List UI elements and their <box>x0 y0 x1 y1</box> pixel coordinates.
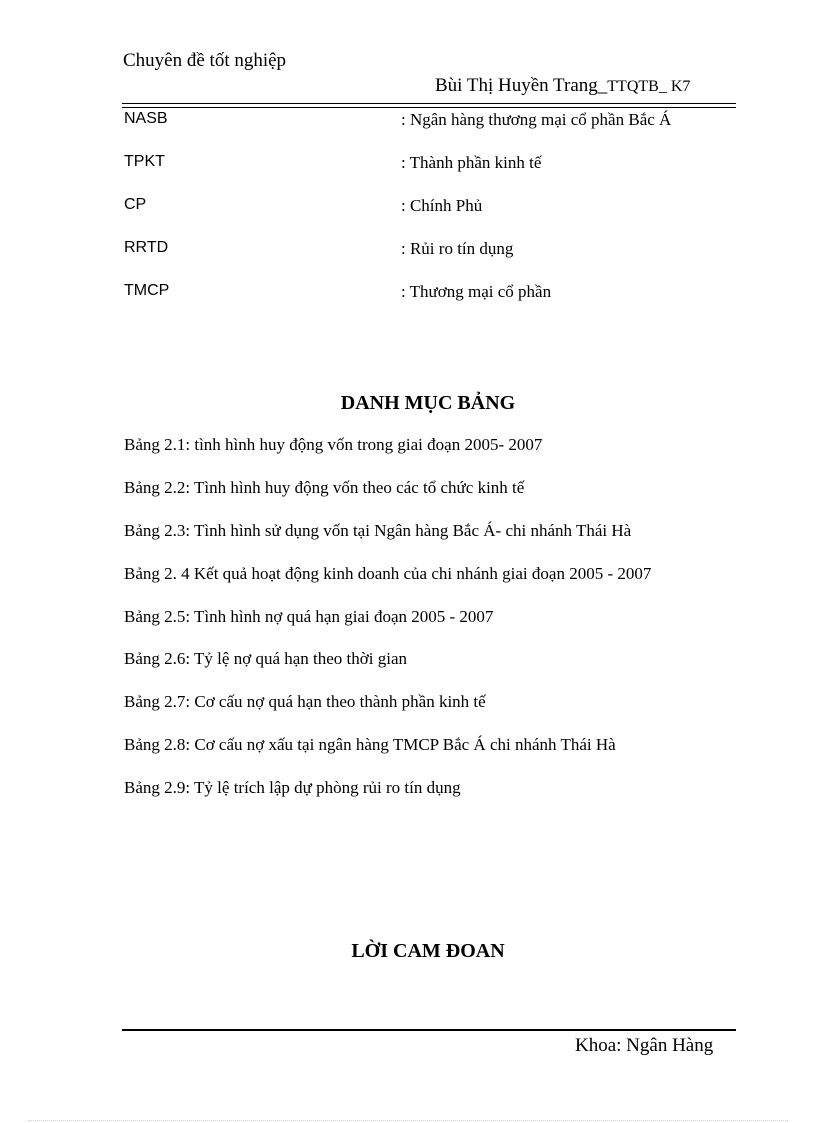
table-list-item: Bảng 2.5: Tình hình nợ quá hạn giai đoạn 2005 - 2007 <box>124 607 494 626</box>
table-list-item: Bảng 2.2: Tình hình huy động vốn theo các tổ chức kinh tế <box>124 478 525 497</box>
abbreviation-meaning: : Thành phần kinh tế <box>401 153 542 172</box>
table-list-item: Bảng 2.1: tình hình huy động vốn trong giai đoạn 2005- 2007 <box>124 435 543 454</box>
abbreviation-row <box>124 239 724 261</box>
header-left-title: Chuyên đề tốt nghiệp <box>123 50 287 71</box>
author-class: TTQTB_ K7 <box>607 78 691 95</box>
abbreviation-row <box>124 282 724 304</box>
table-list-item: Bảng 2. 4 Kết quả hoạt động kinh doanh của chi nhánh giai đoạn 2005 - 2007 <box>124 564 652 583</box>
abbreviation-code: CP <box>124 196 147 213</box>
header-double-rule <box>122 103 736 108</box>
footer-department: Khoa: Ngân Hàng <box>575 1035 714 1056</box>
table-list-item: Bảng 2.3: Tình hình sử dụng vốn tại Ngân hàng Bắc Á- chi nhánh Thái Hà <box>124 521 632 540</box>
abbreviation-row <box>124 153 724 175</box>
declaration-heading: LỜI CAM ĐOAN <box>351 940 505 962</box>
author-name: Bùi Thị Huyền Trang_ <box>435 75 608 96</box>
abbreviation-meaning: : Thương mại cổ phần <box>401 282 552 301</box>
abbreviation-meaning: : Rủi ro tín dụng <box>401 239 514 258</box>
abbreviation-row <box>124 196 724 218</box>
table-list-heading: DANH MỤC BẢNG <box>340 392 516 414</box>
abbreviation-code: RRTD <box>124 239 169 256</box>
abbreviation-meaning: : Chính Phủ <box>401 196 483 215</box>
table-list-item: Bảng 2.6: Tỷ lệ nợ quá hạn theo thời gian <box>124 649 408 668</box>
table-list-item: Bảng 2.8: Cơ cấu nợ xấu tại ngân hàng TMCP Bắc Á chi nhánh Thái Hà <box>124 735 616 754</box>
table-list-item: Bảng 2.9: Tỷ lệ trích lập dự phòng rủi ro tín dụng <box>124 778 461 797</box>
abbreviation-code: TMCP <box>124 282 170 299</box>
page-bottom-border <box>28 1120 788 1121</box>
abbreviation-code: NASB <box>124 110 168 127</box>
abbreviation-meaning: : Ngân hàng thương mại cổ phần Bắc Á <box>401 110 672 129</box>
header-author <box>435 75 690 97</box>
abbreviation-row <box>124 110 724 132</box>
table-list-item: Bảng 2.7: Cơ cấu nợ quá hạn theo thành phần kinh tế <box>124 692 486 711</box>
abbreviation-code: TPKT <box>124 153 165 170</box>
footer-rule <box>122 1029 736 1031</box>
